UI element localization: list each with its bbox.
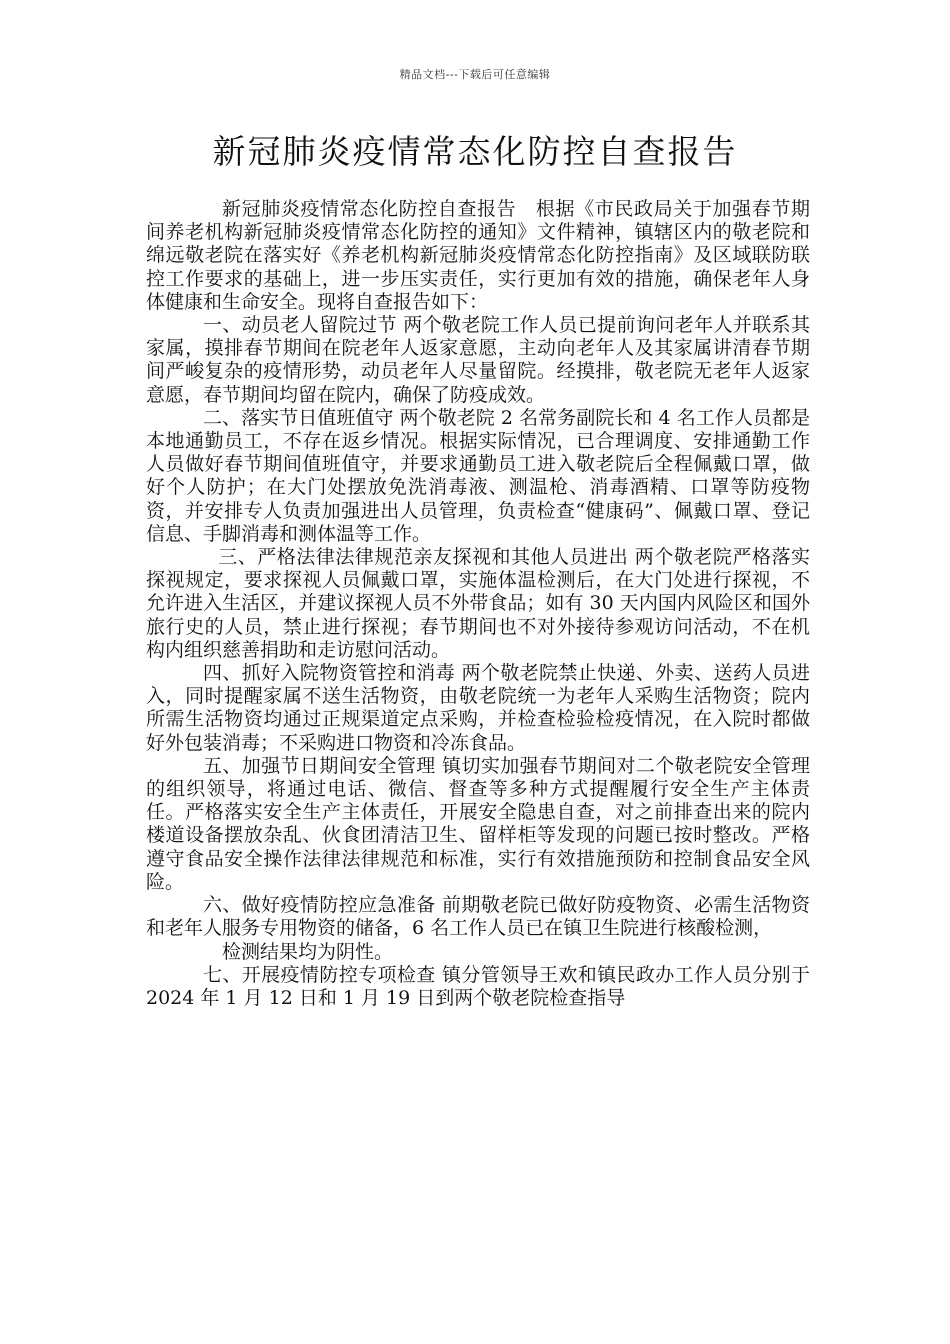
paragraph-section-5: 五、加强节日期间安全管理 镇切实加强春节期间对二个敬老院安全管理的组织领导，将通过电话、微信、督查等多种方式提醒履行安全生产主体责任。严格落实安全生产主体责任，开展安全隐患自查，对之前排查出来的院内楼道设备摆放杂乱、伙食团清洁卫生、留样柜等发现的问题已按时整改。严格遵守食品安全操作法律法律规范和标准，实行有效措施预防和控制食品安全风险。 bbox=[146, 754, 810, 893]
paragraph-section-6-continued: 检测结果均为阴性。 bbox=[222, 940, 394, 963]
paragraph-section-7: 七、开展疫情防控专项检查 镇分管领导王欢和镇民政办工作人员分别于 2024 年 1 月 12 日和 1 月 19 日到两个敬老院检查指导 bbox=[146, 963, 810, 1009]
page-header-note: 精品文档---下载后可任意编辑 bbox=[399, 68, 551, 81]
document-body bbox=[146, 198, 810, 1010]
paragraph-section-2: 二、落实节日值班值守 两个敬老院 2 名常务副院长和 4 名工作人员都是本地通勤员工，不存在返乡情况。根据实际情况，已合理调度、安排通勤工作人员做好春节期间值班值守，并要求通勤员工进入敬老院后全程佩戴口罩，做好个人防护；在大门处摆放免洗消毒液、测温枪、消毒酒精、口罩等防疫物资，并安排专人负责加强进出人员管理，负责检查“健康码”、佩戴口罩、登记信息、手脚消毒和测体温等工作。 bbox=[146, 406, 810, 545]
paragraph-section-1: 一、动员老人留院过节 两个敬老院工作人员已提前询问老年人并联系其家属，摸排春节期间在院老年人返家意愿，主动向老年人及其家属讲清春节期间严峻复杂的疫情形势，动员老年人尽量留院。经摸排，敬老院无老年人返家意愿，春节期间均留在院内，确保了防疫成效。 bbox=[146, 314, 810, 406]
paragraph-section-6: 六、做好疫情防控应急准备 前期敬老院已做好防疫物资、必需生活物资和老年人服务专用物资的储备，6 名工作人员已在镇卫生院进行核酸检测， bbox=[146, 894, 810, 940]
document-title: 新冠肺炎疫情常态化防控自查报告 bbox=[212, 132, 738, 171]
paragraph-section-4: 四、抓好入院物资管控和消毒 两个敬老院禁止快递、外卖、送药人员进入，同时提醒家属不送生活物资，由敬老院统一为老年人采购生活物资；院内所需生活物资均通过正规渠道定点采购，并检查检验检疫情况，在入院时都做好外包装消毒；不采购进口物资和冷冻食品。 bbox=[146, 662, 810, 754]
paragraph-section-3: 三、严格法律法律规范亲友探视和其他人员进出 两个敬老院严格落实探视规定，要求探视人员佩戴口罩，实施体温检测后，在大门处进行探视，不允许进入生活区，并建议探视人员不外带食品；如有 30 天内国内风险区和国外旅行史的人员，禁止进行探视；春节期间也不对外接待参观访问活动，不在机构内组织慈善捐助和走访慰问活动。 bbox=[146, 546, 810, 661]
paragraph-intro: 新冠肺炎疫情常态化防控自查报告 根据《市民政局关于加强春节期间养老机构新冠肺炎疫情常态化防控的通知》文件精神，镇辖区内的敬老院和绵远敬老院在落实好《养老机构新冠肺炎疫情常态化防控指南》及区域联防联控工作要求的基础上，进一步压实责任，实行更加有效的措施，确保老年人身体健康和生命安全。现将自查报告如下： bbox=[146, 198, 810, 313]
